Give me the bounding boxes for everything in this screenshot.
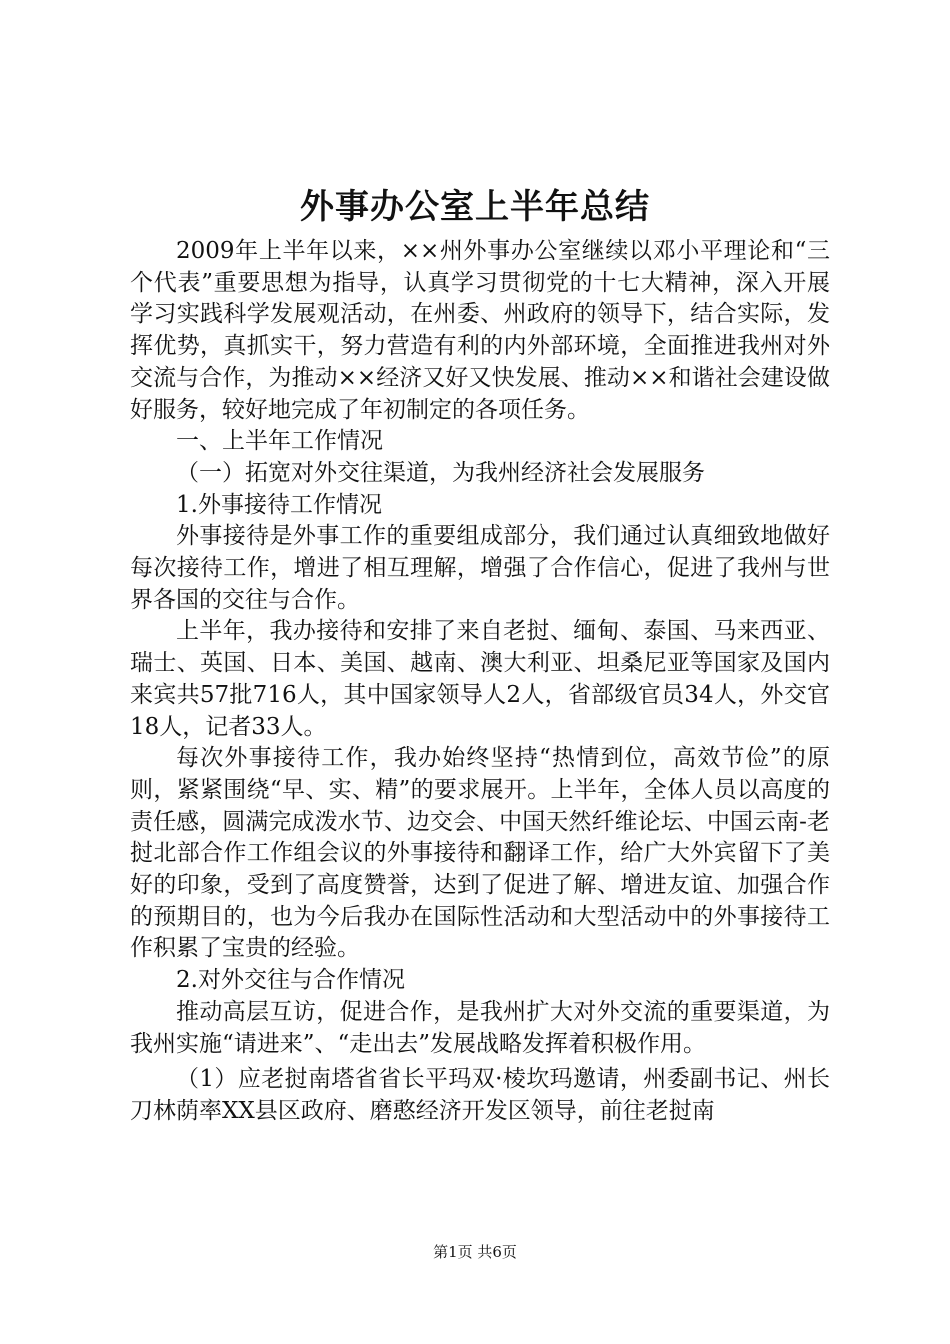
- paragraph-reception-stats: 上半年，我办接待和安排了来自老挝、缅甸、泰国、马来西亚、瑞士、英国、日本、美国、越南、澳大利亚、坦桑尼亚等国家及国内来宾共57批716人，其中国家领导人2人，省部级官员34人，外交官18人，记者33人。: [130, 618, 830, 740]
- paragraph-reception-intro: 外事接待是外事工作的重要组成部分，我们通过认真细致地做好每次接待工作，增进了相互理解，增强了合作信心，促进了我州与世界各国的交往与合作。: [130, 523, 830, 613]
- item-heading-1: 1.外事接待工作情况: [176, 491, 382, 518]
- paragraph-exchange-intro: 推动高层互访，促进合作，是我州扩大对外交流的重要渠道，为我州实施“请进来”、“走出去”发展战略发挥着积极作用。: [130, 998, 830, 1057]
- document-body: [130, 236, 830, 1128]
- document-title: 外事办公室上半年总结: [300, 187, 650, 227]
- paragraph-intro: 2009年上半年以来，××州外事办公室继续以邓小平理论和“三个代表”重要思想为指导，认真学习贯彻党的十七大精神，深入开展学习实践科学发展观活动，在州委、州政府的领导下，结合实际，发挥优势，真抓实干，努力营造有利的内外部环境，全面推进我州对外交流与合作，为推动××经济又好又快发展、推动××和谐社会建设做好服务，较好地完成了年初制定的各项任务。: [130, 238, 830, 423]
- paragraph-visit-1: （1）应老挝南塔省省长平玛双·棱坎玛邀请，州委副书记、州长刀林荫率XX县区政府、磨憨经济开发区领导，前往老挝南: [130, 1066, 830, 1124]
- paragraph-reception-principle: 每次外事接待工作，我办始终坚持“热情到位，高效节俭”的原则，紧紧围绕“早、实、精”的要求展开。上半年，全体人员以高度的责任感，圆满完成泼水节、边交会、中国天然纤维论坛、中国云南-老挝北部合作工作组会议的外事接待和翻译工作，给广大外宾留下了美好的印象，受到了高度赞誉，达到了促进了解、增进友谊、加强合作的预期目的，也为今后我办在国际性活动和大型活动中的外事接待工作积累了宝贵的经验。: [130, 745, 830, 962]
- page-footer: 第1页 共6页: [433, 1243, 517, 1261]
- item-heading-2: 2.对外交往与合作情况: [176, 967, 405, 994]
- section-heading-1: 一、上半年工作情况: [176, 428, 383, 455]
- subsection-heading-1: （一）拓宽对外交往渠道，为我州经济社会发展服务: [176, 459, 705, 486]
